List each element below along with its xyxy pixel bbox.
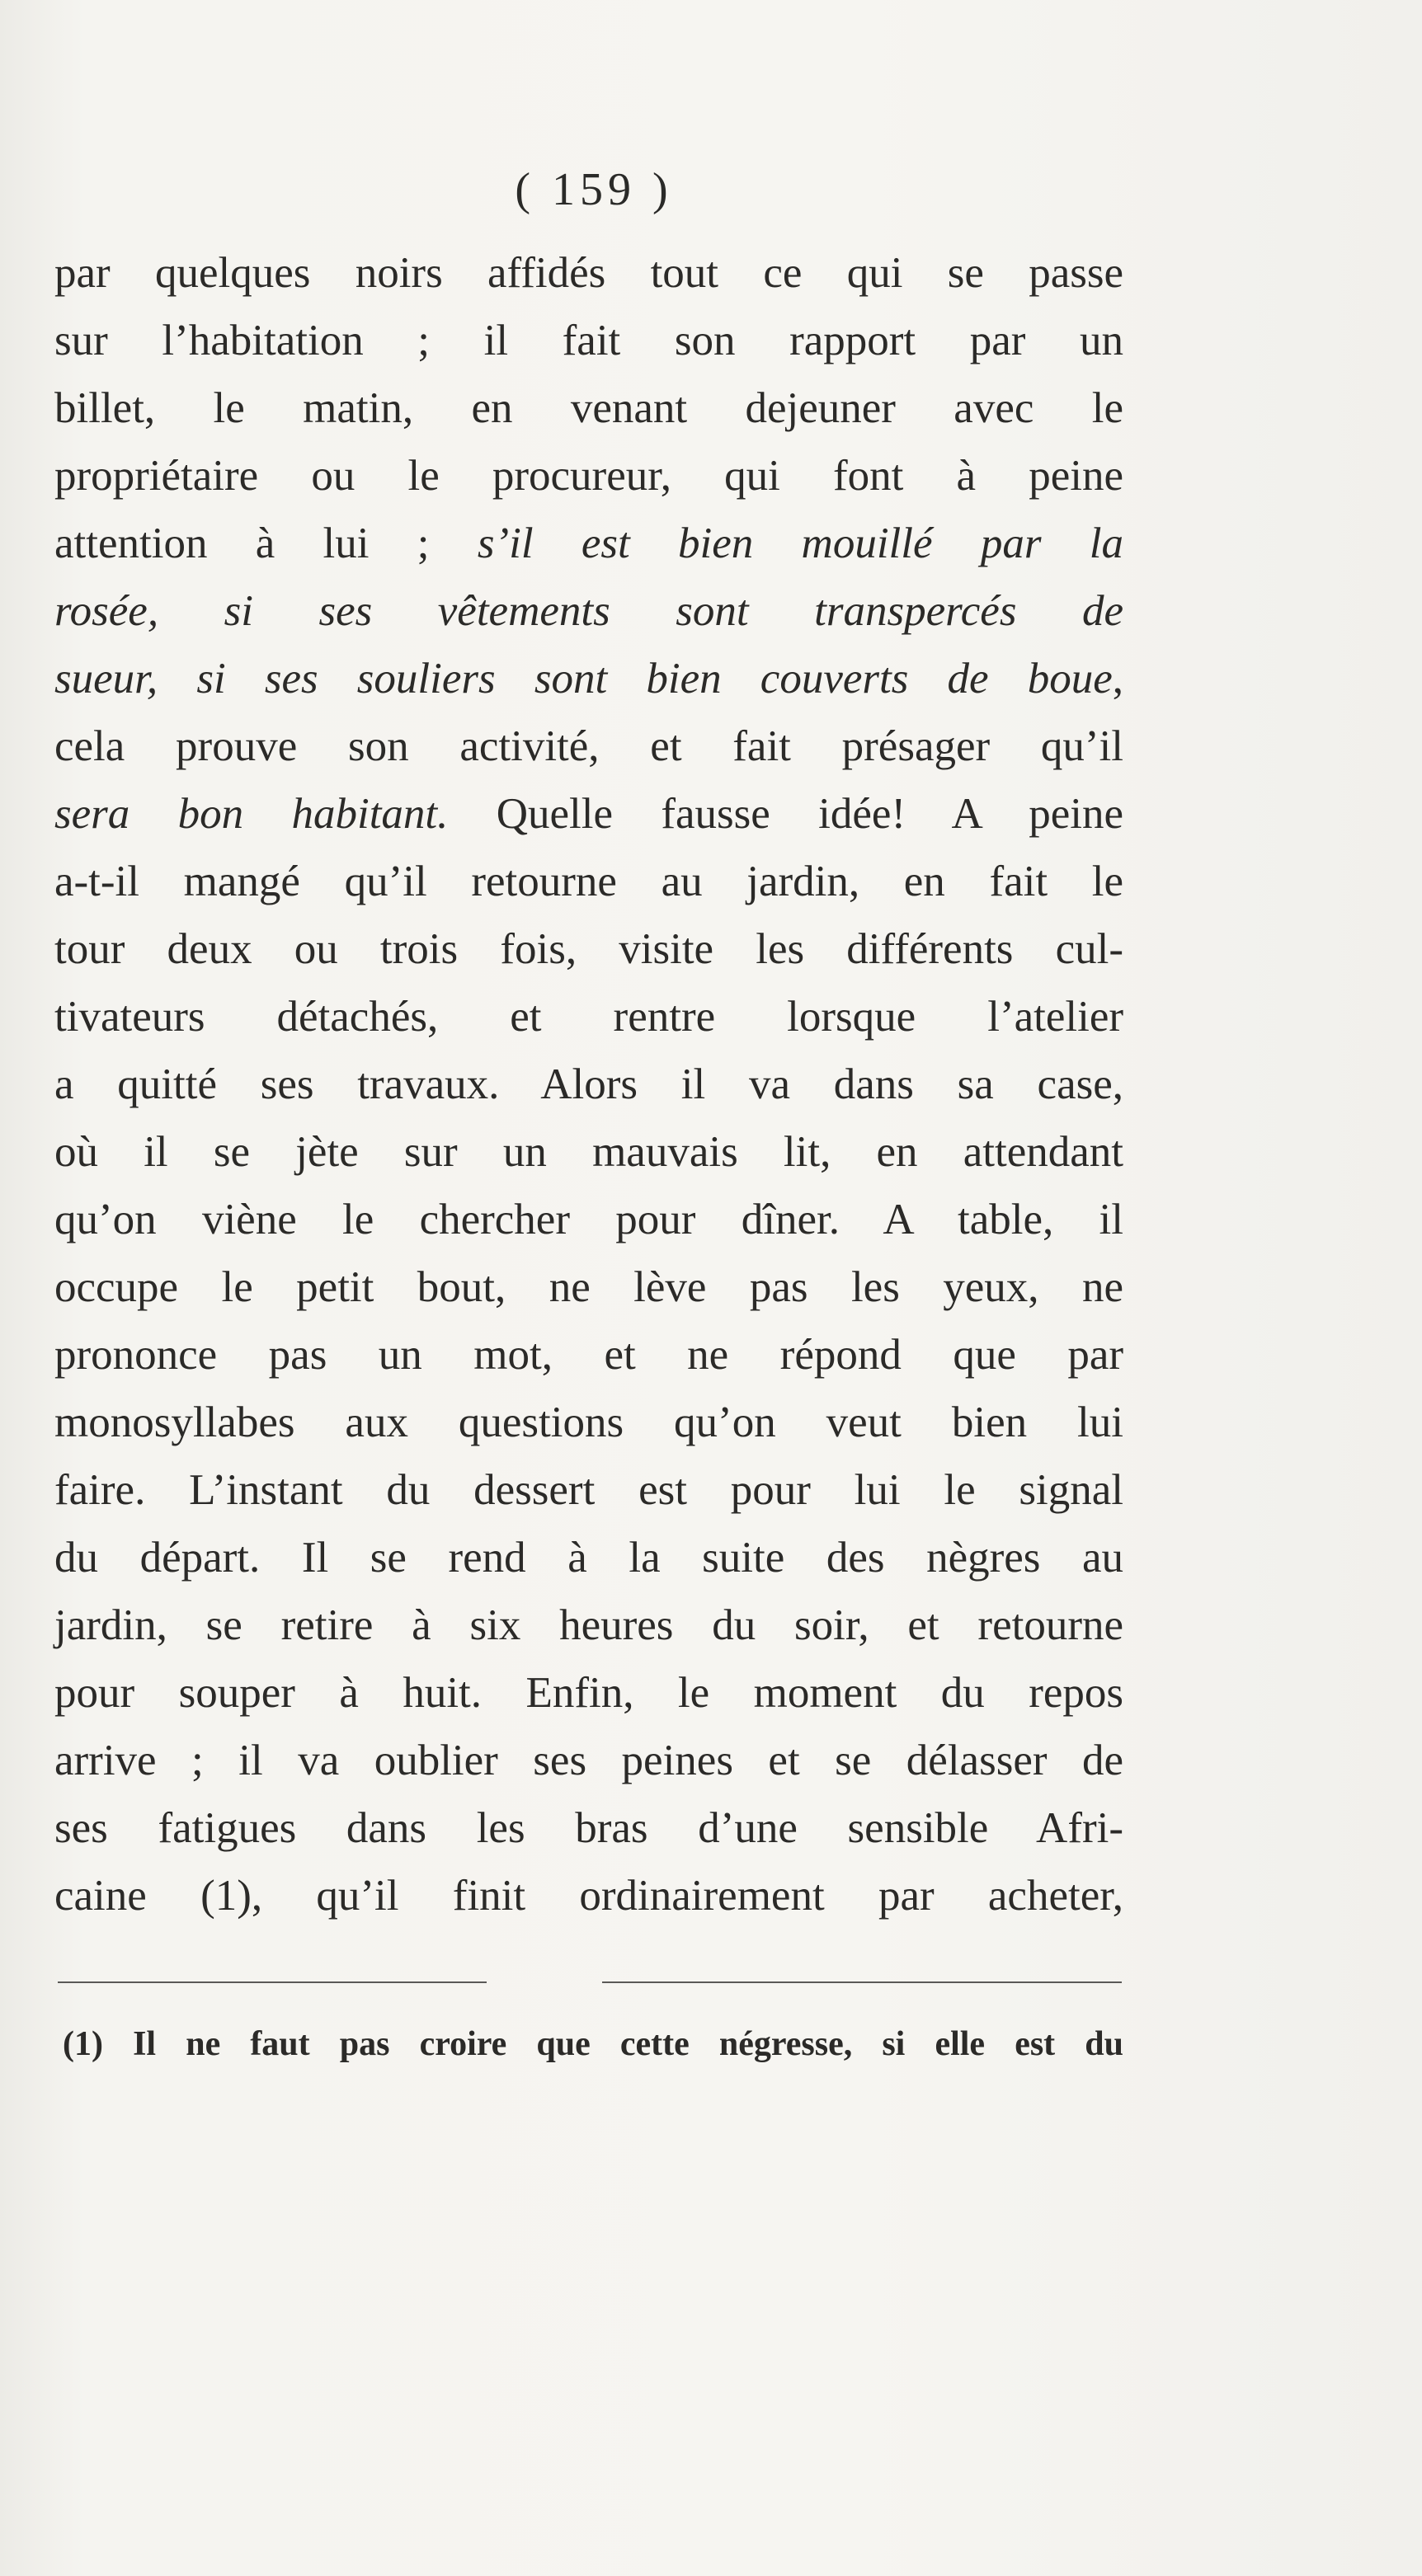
text-segment: par quelques noirs affidés tout ce qui se passe: [54, 249, 1123, 297]
text-line: [54, 1389, 1123, 1456]
text-segment: propriétaire ou le procureur, qui font à peine: [54, 452, 1123, 500]
italic-segment: sera bon habitant.: [54, 790, 449, 838]
text-line: [54, 1456, 1123, 1524]
text-segment: tivateurs détachés, et rentre lorsque l’atelier: [54, 993, 1123, 1041]
text-segment: Quelle fausse idée! A peine: [448, 790, 1124, 838]
text-line: [54, 712, 1123, 780]
text-segment: pour souper à huit. Enfin, le moment du repos: [54, 1669, 1123, 1717]
text-segment: où il se jète sur un mauvais lit, en attendant: [54, 1128, 1123, 1176]
text-segment: billet, le matin, en venant dejeuner avec le: [54, 384, 1123, 432]
text-line: [54, 983, 1123, 1051]
text-line: [54, 915, 1123, 983]
footnote-rule-right: [602, 1981, 1122, 1983]
text-line: [54, 1524, 1123, 1591]
text-segment: attention à lui ;: [54, 519, 478, 567]
text-segment: a-t-il mangé qu’il retourne au jardin, en fait le: [54, 858, 1123, 905]
text-segment: ses fatigues dans les bras d’une sensible Afri-: [54, 1804, 1123, 1852]
text-segment: du départ. Il se rend à la suite des nègres au: [54, 1534, 1123, 1582]
text-line: [54, 577, 1123, 645]
text-line: [54, 239, 1123, 307]
text-segment: arrive ; il va oublier ses peines et se délasser de: [54, 1737, 1123, 1784]
text-line: [54, 1253, 1123, 1321]
text-line: [54, 1591, 1123, 1659]
italic-segment: rosée, si ses vêtements sont transpercés de: [54, 587, 1123, 635]
text-segment: tour deux ou trois fois, visite les différents cul-: [54, 925, 1123, 973]
text-segment: prononce pas un mot, et ne répond que par: [54, 1331, 1123, 1379]
text-segment: sur l’habitation ; il fait son rapport par un: [54, 317, 1123, 364]
text-line: [54, 510, 1123, 577]
italic-segment: sueur, si ses souliers sont bien couverts de boue: [54, 655, 1113, 703]
text-line: [54, 1727, 1123, 1794]
body-text: [54, 239, 1123, 1930]
text-line: [54, 848, 1123, 915]
text-line: [54, 307, 1123, 374]
text-line: [54, 645, 1123, 712]
page-number: ( 159 ): [515, 164, 673, 215]
text-line: [54, 1862, 1123, 1930]
text-segment: occupe le petit bout, ne lève pas les yeux, ne: [54, 1263, 1123, 1311]
text-segment: ,: [1112, 655, 1123, 703]
text-line: [54, 1659, 1123, 1727]
text-line: [54, 1051, 1123, 1118]
text-line: [54, 442, 1123, 510]
text-line: [54, 1118, 1123, 1186]
footnote-rule-left: [58, 1981, 487, 1983]
text-segment: jardin, se retire à six heures du soir, et retourne: [54, 1601, 1123, 1649]
text-segment: a quitté ses travaux. Alors il va dans sa case,: [54, 1060, 1123, 1108]
italic-segment: s’il est bien mouillé par la: [477, 519, 1123, 567]
text-line: [54, 1321, 1123, 1389]
text-line: [54, 374, 1123, 442]
text-line: [54, 1794, 1123, 1862]
text-segment: faire. L’instant du dessert est pour lui le signal: [54, 1466, 1123, 1514]
text-segment: monosyllabes aux questions qu’on veut bien lui: [54, 1398, 1123, 1446]
footnote-separator: [58, 1981, 1122, 1985]
text-segment: cela prouve son activité, et fait présager qu’il: [54, 722, 1123, 770]
text-segment: qu’on viène le chercher pour dîner. A table, il: [54, 1196, 1123, 1243]
text-line: [54, 1186, 1123, 1253]
text-segment: caine (1), qu’il finit ordinairement par acheter,: [54, 1872, 1123, 1920]
footnote: (1) Il ne faut pas croire que cette négresse, si elle est du: [63, 2025, 1123, 2063]
text-line: [54, 780, 1123, 848]
